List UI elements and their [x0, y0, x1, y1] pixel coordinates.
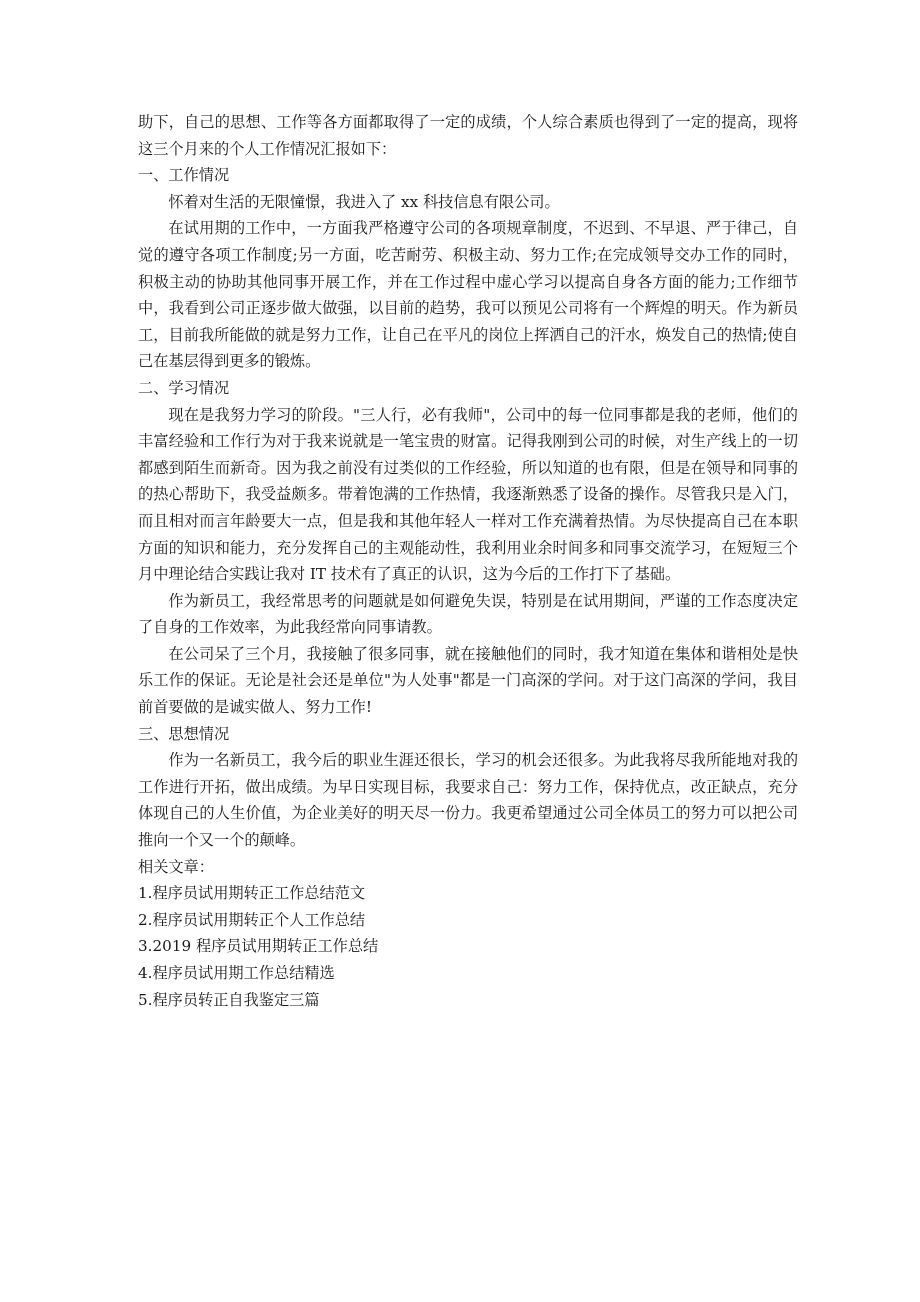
paragraph: 现在是我努力学习的阶段。"三人行，必有我师"，公司中的每一位同事都是我的老师，他们的丰富经验和工作行为对于我来说就是一笔宝贵的财富。记得我刚到公司的时候，对生产线上的一切都感到陌生而新奇。因为我之前没有过类似的工作经验，所以知道的也有限，但是在领导和同事的的热心帮助下，我受益颇多。带着饱满的工作热情，我逐渐熟悉了设备的操作。尽管我只是入门，而且相对而言年龄要大一点，但是我和其他年轻人一样对工作充满着热情。为尽快提高自己在本职方面的知识和能力，充分发挥自己的主观能动性，我利用业余时间多和同事交流学习，在短短三个月中理论结合实践让我对 IT 技术有了真正的认识，这为今后的工作打下了基础。 [138, 405, 798, 584]
related-article-link[interactable]: 4.程序员试用期工作总结精选 [138, 964, 335, 982]
paragraph: 在试用期的工作中，一方面我严格遵守公司的各项规章制度，不迟到、不早退、严于律己，自觉的遵守各项工作制度;另一方面，吃苦耐劳、积极主动、努力工作;在完成领导交办工作的同时，积极主动的协助其他同事开展工作，并在工作过程中虚心学习以提高自身各方面的能力;工作细节中，我看到公司正逐步做大做强，以目前的趋势，我可以预见公司将有一个辉煌的明天。作为新员工，目前我所能做的就是努力工作，让自己在平凡的岗位上挥洒自己的汗水，焕发自己的热情;使自己在基层得到更多的锻炼。 [138, 219, 798, 371]
document-body [138, 109, 798, 1013]
related-article-link[interactable]: 5.程序员转正自我鉴定三篇 [138, 990, 320, 1009]
section-heading-study: 二、学习情况 [138, 378, 230, 397]
related-articles-title: 相关文章： [138, 857, 214, 876]
section-heading-thought: 三、思想情况 [138, 724, 230, 743]
intro-paragraph: 助下，自己的思想、工作等各方面都取得了一定的成绩，个人综合素质也得到了一定的提高，现将这三个月来的个人工作情况汇报如下： [138, 113, 798, 158]
related-articles-list [138, 880, 798, 1013]
paragraph: 在公司呆了三个月，我接触了很多同事，就在接触他们的同时，我才知道在集体和谐相处是快乐工作的保证。无论是社会还是单位"为人处事"都是一门高深的学问。对于这门高深的学问，我目前首要做的是诚实做人、努力工作! [138, 644, 798, 717]
related-article-link[interactable]: 2.程序员试用期转正个人工作总结 [138, 910, 366, 929]
related-article-link[interactable]: 3.2019 程序员试用期转正工作总结 [138, 937, 379, 956]
paragraph: 怀着对生活的无限憧憬，我进入了 xx 科技信息有限公司。 [168, 192, 560, 211]
paragraph: 作为新员工，我经常思考的问题就是如何避免失误，特别是在试用期间，严谨的工作态度决定了自身的工作效率，为此我经常向同事请教。 [138, 591, 798, 637]
paragraph: 作为一名新员工，我今后的职业生涯还很长，学习的机会还很多。为此我将尽我所能地对我的工作进行开拓，做出成绩。为早日实现目标，我要求自己：努力工作，保持优点，改正缺点，充分体现自己的人生价值，为企业美好的明天尽一份力。我更希望通过公司全体员工的努力可以把公司推向一个又一个的颠峰。 [138, 751, 798, 850]
section-heading-work: 一、工作情况 [138, 166, 230, 185]
related-article-link[interactable]: 1.程序员试用期转正工作总结范文 [138, 884, 366, 903]
